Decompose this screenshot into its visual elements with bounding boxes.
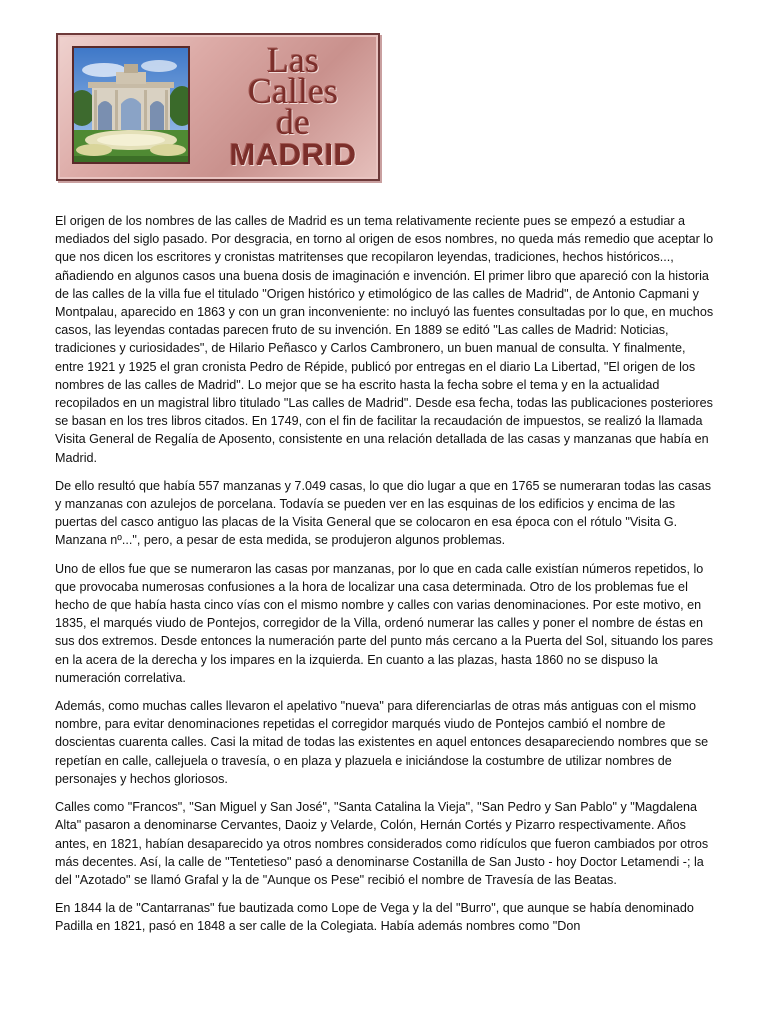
banner-title-line: Las: [267, 40, 319, 80]
puerta-de-alcala-photo: [72, 46, 190, 164]
paragraph: De ello resultó que había 557 manzanas y 7.049 casas, lo que dio lugar a que en 1765 se numeraran todas las casas y manzanas con azulejos de porcelana. Todavía se pueden ver en las esquinas de los edificios y encima de las puertas del casco antiguo las placas de la Visita General que se colocaron en esa época con el rótulo "Visita G. Manzana nº...", pero, a pesar de esta medida, se produjeron algunos problemas.: [55, 478, 712, 548]
article-body: [55, 212, 715, 946]
banner-title: [208, 40, 378, 172]
paragraph: Además, como muchas calles llevaron el apelativo "nueva" para diferenciarlas de otras más antiguas con el mismo nombre, para evitar denominaciones repetidas el corregidor marqués viudo de Pontejos cambió el nombre de doscientas cuarenta calles. Casi la mitad de todas las existentes en aquel entonces desapareciendo nombres que se repetían en calle, callejuela o travesía, o en plaza y plazuela e iniciándose la costumbre de utilizar nombres de personajes y hechos gloriosos.: [55, 699, 709, 786]
paragraph: En 1844 la de "Cantarranas" fue bautizada como Lope de Vega y la del "Burro", que aunque se había denominado Padilla en 1821, pasó en 1848 a ser calle de la Colegiata. Había además nombres como "Don: [55, 901, 694, 934]
paragraph: Uno de ellos fue que se numeraron las casas por manzanas, por lo que en cada calle existían números repetidos, lo que provocaba numerosas confusiones a la hora de localizar una casa determinada. Otro de los problemas fue el hecho de que había hasta cinco vías con el mismo nombre y calles con varias denominaciones. Por este motivo, en 1835, el marqués viudo de Pontejos, corregidor de la Villa, ordenó numerar las calles y poner el nombre de éstas en sus dos extremos. Desde entonces la numeración parte del punto más cercano a la Puerta del Sol, situando los pares en la acera de la derecha y los impares en la izquierda. En cuanto a las plazas, hasta 1860 no se dispuso la numeración correlativa.: [55, 561, 714, 685]
header-banner: [56, 33, 380, 181]
banner-title-line: Calles: [248, 71, 338, 111]
puerta-de-alcala-illustration: [74, 48, 188, 162]
banner-title-line: de: [276, 102, 310, 142]
paragraph: El origen de los nombres de las calles de Madrid es un tema relativamente reciente pues se empezó a estudiar a mediados del siglo pasado. Por desgracia, en torno al origen de esos nombres, no queda más remedio que aceptar lo que nos dicen los escritores y cronistas matritenses que recopilaron leyendas, tradiciones, hechos históricos..., añadiendo en algunos casos una buena dosis de imaginación e invención. El primer libro que apareció con la historia de las calles de la villa fue el titulado "Origen histórico y etimológico de las calles de Madrid", de Antonio Capmani y Montpalau, aparecido en 1863 y con un gran inconveniente: no incluyó las fuentes consultadas por lo que, en muchos casos, las leyendas contadas parecen fruto de su invención. En 1889 se editó "Las calles de Madrid: Noticias, tradiciones y curiosidades", de Hilario Peñasco y Carlos Cambronero, un buen manual de consulta. Y finalmente, entre 1921 y 1925 el gran cronista Pedro de Répide, publicó por entregas en el diario La Libertad, "El origen de los nombres de las calles de Madrid". Lo mejor que se ha escrito hasta la fecha sobre el tema y en la actualidad recopilados en un magistral libro titulado "Las calles de Madrid". Desde esa fecha, todas las publicaciones posteriores se basan en los tres libros citados. En 1749, con el fin de facilitar la recaudación de impuestos, se realizó la llamada Visita General de Regalía de Aposento, consistente en una relación detallada de las casas y manzanas que había en Madrid.: [55, 214, 714, 465]
banner-title-line: MADRID: [229, 137, 357, 172]
paragraph: Calles como "Francos", "San Miguel y San José", "Santa Catalina la Vieja", "San Pedro y San Pablo" y "Magdalena Alta" pasaron a denominarse Cervantes, Daoiz y Velarde, Colón, Hernán Cortés y Pizarro respectivamente. Años antes, en 1821, habían desaparecido ya otros nombres considerados como ridículos que fueron cambiados por otros más decentes. Así, la calle de "Tentetieso" pasó a denominarse Costanilla de San Justo - hoy Doctor Letamendi -; la del "Azotado" se llamó Grafal y la de "Aunque os Pese" recibió el nombre de Travesía de las Beatas.: [55, 800, 709, 887]
